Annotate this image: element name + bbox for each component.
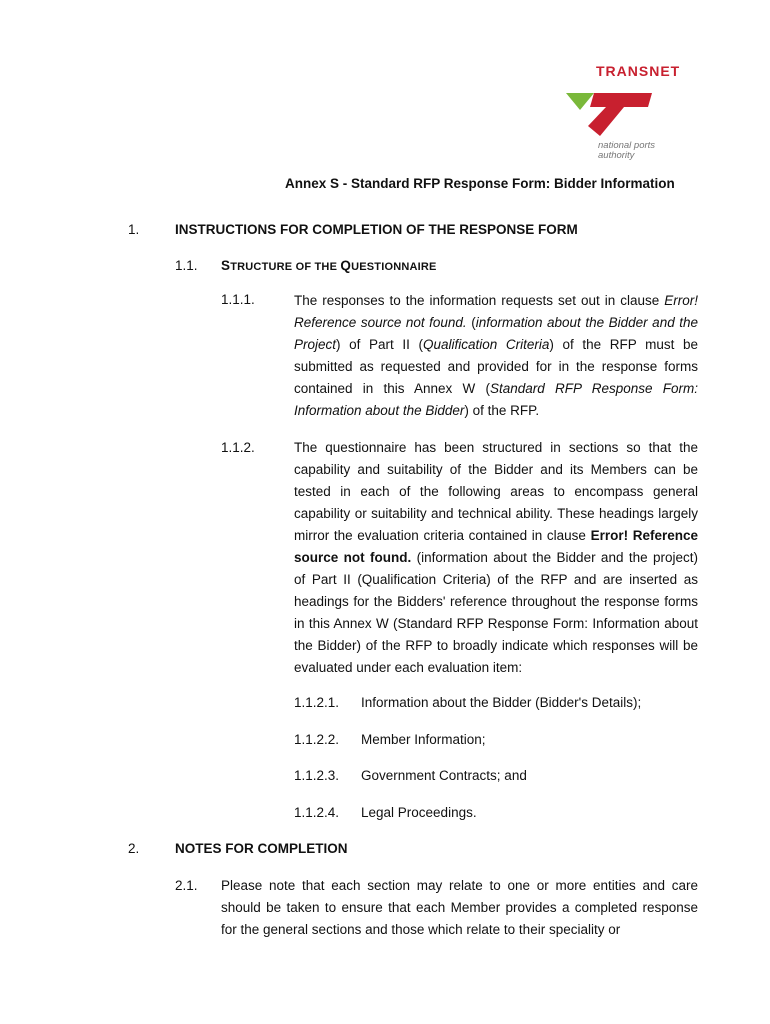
list-item: Member Information;	[361, 732, 486, 747]
list-item-number: 1.1.2.4.	[294, 805, 340, 820]
section-1-number: 1.	[128, 222, 140, 237]
paragraph-1-1-2: The questionnaire has been structured in sections so that the capability and suitability of the Bidder and its Members can be tested in each of the following areas to encompass general capability or suitability and technical ability. These headings largely mirror the evaluation criteria contained in clause Error! Reference source not found. (information about the Bidder and the project) of Part II (Qualification Criteria) of the RFP and are inserted as headings for the Bidders' reference throughout the response forms in this Annex W (Standard RFP Response Form: Information about the Bidder) of the RFP to broadly indicate which responses will be evaluated under each evaluation item:	[294, 440, 698, 675]
paragraph-1-1-1-number: 1.1.1.	[221, 292, 255, 307]
list-item-number: 1.1.2.1.	[294, 695, 340, 710]
section-2-heading: NOTES FOR COMPLETION	[175, 841, 348, 856]
paragraph-2-1: Please note that each section may relate to one or more entities and care should be taken to ensure that each Member provides a completed response for the general sections and those which relate to their speciality or	[221, 878, 698, 937]
paragraph-1-1-1: The responses to the information requests set out in clause Error! Reference source not found. (information about the Bidder and the Project) of Part II (Qualification Criteria) of the RFP must be submitted as requested and provided for in the response forms contained in this Annex W (Standard RFP Response Form: Information about the Bidder) of the RFP.	[294, 293, 698, 418]
list-item: Legal Proceedings.	[361, 805, 477, 820]
subsection-1-1-number: 1.1.	[175, 258, 198, 273]
list-item-number: 1.1.2.2.	[294, 732, 340, 747]
list-item: Government Contracts; and	[361, 768, 527, 783]
section-1-heading: INSTRUCTIONS FOR COMPLETION OF THE RESPONSE FORM	[175, 222, 578, 237]
page-title: Annex S - Standard RFP Response Form: Bidder Information	[285, 176, 675, 191]
section-2-number: 2.	[128, 841, 140, 856]
logo-subtitle: national ports authority	[598, 140, 656, 161]
paragraph-1-1-2-number: 1.1.2.	[221, 440, 255, 455]
list-item-number: 1.1.2.3.	[294, 768, 340, 783]
logo-wordmark: TRANSNET	[596, 63, 681, 79]
subsection-1-1-heading: STRUCTURE OF THE QUESTIONNAIRE	[221, 258, 437, 273]
list-item: Information about the Bidder (Bidder's Details);	[361, 695, 642, 710]
paragraph-2-1-number: 2.1.	[175, 878, 198, 893]
